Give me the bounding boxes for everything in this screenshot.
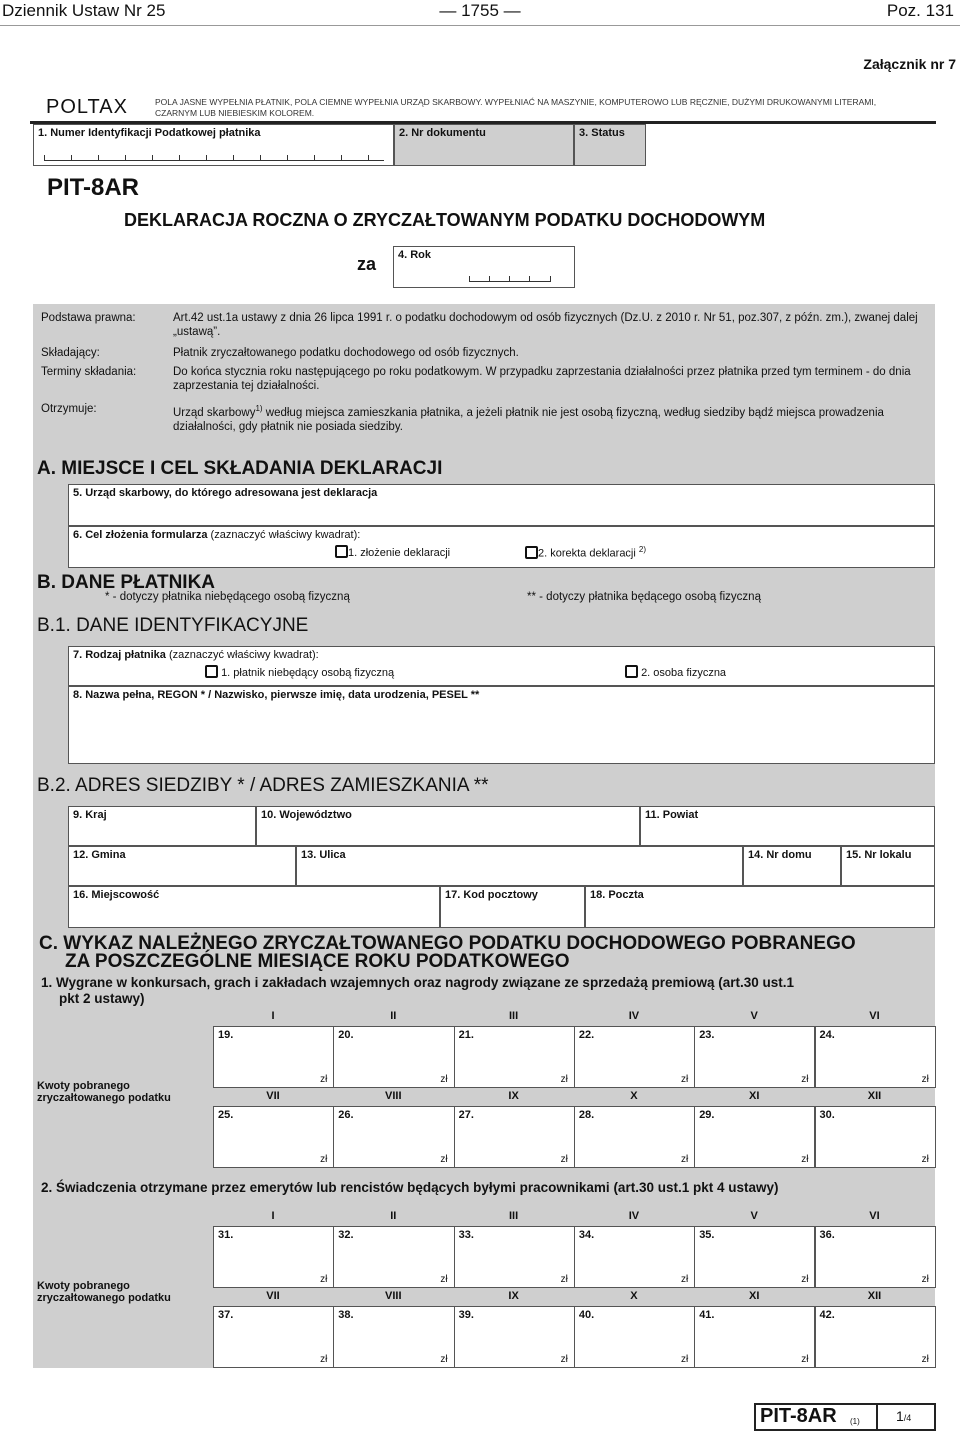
status-field: 3. Status [574,124,646,166]
poltax-logo: POLTAX [46,96,128,118]
currency-label: zł [680,1274,689,1285]
amount-cell[interactable] [333,1106,454,1168]
month-label: I [271,1210,275,1222]
field-number: 41. [699,1309,715,1321]
month-label: IV [628,1210,640,1222]
tax-office-field[interactable]: 5. Urząd skarbowy, do którego adresowana jest deklaracja [68,484,935,526]
option-legal-entity[interactable]: 1. płatnik niebędący osobą fizyczną [205,665,394,679]
currency-label: zł [560,1074,568,1085]
field-number: 31. [218,1229,234,1241]
section-a: A. MIEJSCE I CEL SKŁADANIA DEKLARACJI 5. Urząd skarbowy, do którego adresowana jest deklaracja 6. Cel złożenia formularza (zaznaczyć właściwy kwadrat): 1. złożenie deklaracji 2. korekta deklaracji $^{2)}$ [33,450,935,568]
checkbox-icon [525,546,538,559]
amount-cell[interactable] [815,1106,936,1168]
option-submission[interactable]: 1. złożenie deklaracji [335,545,450,559]
field-number: 29. [699,1109,715,1121]
month-label: IX [508,1090,519,1102]
county-field[interactable]: 11. Powiat [640,806,935,846]
postal-code-field[interactable]: 17. Kod pocztowy [440,886,585,928]
field-number: 39. [458,1309,474,1321]
month-label: X [630,1290,638,1302]
country-field[interactable]: 9. Kraj [68,806,256,846]
section-b: B. DANE PŁATNIKA * - dotyczy płatnika niebędącego osobą fizyczną ** - dotyczy płatnika będącego osobą fizyczną B.1. DANE IDENTYFIKACYJNE 7. Rodzaj płatnika (zaznaczyć właściwy kwadrat): 1. płatnik niebędący osobą fizyczną 2. osoba fizyczna 8. Nazwa pełna, REGON * / Nazwisko, pierwsze imię, data urodzenia, PESEL ** B.2. ADRES SIEDZIBY * / ADRES ZAMIESZKANIA ** 9. Kraj 10. Województwo 11. Powiat 12. Gmina 13. Ulica 14. Nr domu 15. Nr lokalu 16. Miejscowość 17. Kod pocztowy 18. Poczta [33,568,935,928]
field-number: 40. [578,1309,595,1321]
month-label: VII [266,1090,280,1102]
currency-label: zł [440,1154,448,1165]
amount-cell[interactable] [815,1306,936,1368]
amount-cell[interactable] [694,1026,815,1088]
currency-label: zł [560,1274,568,1285]
section-c: C. WYKAZ NALEŻNEGO ZRYCZAŁTOWANEGO PODATKU DOCHODOWEGO POBRANEGO ZA POSZCZEGÓLNE MIESIĄCE ROKU PODATKOWEGO 1. Wygrane w konkursach, grach i zakładach wzajemnych oraz nagrody związane ze sprzedażą premiową (art.30 ust.1 pkt 2 ustawy) Kwoty pobranego zryczałtowanego podatku I 19. zł II 20. zł III 21. zł IV 22. zł V 23. zł VI 24. zł VII 25. zł VIII 26. zł IX 27. zł X 28. zł XI 29. zł XII 30. zł 2. Świadczenia otrzymane przez emerytów lub rencistów będących byłymi pracownikami (art.30 ust.1 pkt 4 ustawy) Kwoty pobranego zryczałtowanego podatku I 31. zł II 32. zł III 33. zł IV 34. zł V 35. zł VI 36. zł VII 37. zł VIII 38. zł IX 39. zł X 40. zł XI 41. zł XII 42. zł [33,928,935,1368]
footer-badge: PIT-8AR (1) 1/4 [754,1403,936,1431]
month-label: I [271,1010,275,1022]
payer-name-field[interactable]: 8. Nazwa pełna, REGON * / Nazwisko, pierwsze imię, data urodzenia, PESEL ** [68,686,935,764]
checkbox-icon [625,665,638,678]
voivodeship-field[interactable]: 10. Województwo [256,806,640,846]
currency-label: zł [921,1354,929,1365]
amount-cell[interactable] [574,1106,695,1168]
grid-1: Kwoty pobranego zryczałtowanego podatku I 19. zł II 20. zł III 21. zł IV 22. zł V 23. zł VI 24. zł VII 25. zł VIII 26. zł IX 27. zł X 28. zł XI 29. zł XII 30. zł [33,1008,935,1168]
option-natural-person[interactable]: 2. osoba fizyczna [625,665,726,679]
field-number: 27. [458,1109,474,1121]
field-number: 35. [699,1229,715,1241]
currency-label: zł [560,1354,568,1365]
month-label: II [390,1010,397,1022]
amount-cell[interactable] [213,1106,334,1168]
amount-cell[interactable] [574,1306,695,1368]
nip-field[interactable]: 1. Numer Identyfikacji Podatkowej płatnika [33,124,394,166]
purpose-field: 6. Cel złożenia formularza (zaznaczyć właściwy kwadrat): 1. złożenie deklaracji 2. korekta deklaracji $^{2)}$ [68,526,935,568]
currency-label: zł [801,1074,809,1085]
street-field[interactable]: 13. Ulica [296,846,743,886]
currency-label: zł [801,1154,809,1165]
field-number: 20. [338,1029,354,1041]
amount-cell[interactable] [574,1026,695,1088]
amount-cell[interactable] [333,1026,454,1088]
currency-label: zł [440,1274,448,1285]
year-field[interactable]: 4. Rok [393,246,575,288]
field-number: 42. [819,1309,835,1321]
month-label: XI [748,1290,760,1302]
footer-page: 1/4 [896,1408,912,1424]
amount-cell[interactable] [694,1306,815,1368]
payer-type-field: 7. Rodzaj płatnika (zaznaczyć właściwy kwadrat): 1. płatnik niebędący osobą fizyczną 2. osoba fizyczna [68,646,935,686]
fill-instruction: POLA JASNE WYPEŁNIA PŁATNIK, POLA CIEMNE WYPEŁNIA URZĄD SKARBOWY. WYPEŁNIAĆ NA MASZYNIE, KOMPUTEROWO LUB RĘCZNIE, DUŻYMI DRUKOWANYMI LITERAMI, CZARNYM LUB NIEBIESKIM KOLOREM. [155,97,877,118]
month-label: V [750,1210,758,1222]
journal-title: Dziennik Ustaw Nr 25 [2,1,166,20]
house-number-field[interactable]: 14. Nr domu [743,846,841,886]
month-label: XII [867,1090,882,1102]
page-number: — 1755 — [439,1,521,20]
field-number: 26. [338,1109,354,1121]
currency-label: zł [440,1074,448,1085]
amount-cell[interactable] [454,1026,575,1088]
position-number: Poz. 131 [886,1,954,20]
annex-label: Załącznik nr 7 [863,56,956,72]
option-correction[interactable]: 2. korekta deklaracji $^{2)}$ [525,545,646,560]
currency-label: zł [440,1354,448,1365]
amount-cell[interactable] [815,1026,936,1088]
field-number: 37. [218,1309,234,1321]
field-number: 32. [338,1229,354,1241]
checkbox-icon [205,665,218,678]
amount-cell[interactable] [574,1226,695,1288]
currency-label: zł [320,1274,328,1285]
page-header [0,0,960,26]
currency-label: zł [320,1154,328,1165]
month-label: VIII [385,1290,402,1302]
month-label: XII [867,1290,882,1302]
month-label: V [750,1010,758,1022]
amount-cell[interactable] [213,1306,334,1368]
currency-label: zł [801,1354,809,1365]
legal-info: Podstawa prawna: Art.42 ust.1a ustawy z dnia 26 lipca 1991 r. o podatku dochodowym od osób fizycznych (Dz.U. z 2010 r. Nr 51, poz.307, z późn. zm.), zwanej dalej „ustawą”. Składający: Płatnik zryczałtowanego podatku dochodowego od osób fizycznych. Terminy składania: Do końca stycznia roku następującego po roku podatkowym. W przypadku zaprzestania działalności przez płatnika przed tym terminem - do dnia zaprzestania tej działalności. Otrzymuje: Urząd skarbowy$^{1)}$ według miejsca zamieszkania płatnika, a jeżeli płatnik nie jest osobą fizyczną, według siedziby bądź miejsca prowadzenia działalności, gdy płatnik nie posiada siedziby. [33,304,935,450]
form-title-block [33,166,935,304]
currency-label: zł [921,1154,929,1165]
currency-label: zł [560,1154,568,1165]
currency-label: zł [680,1074,689,1085]
month-label: XI [748,1090,760,1102]
currency-label: zł [320,1354,328,1365]
amount-cell[interactable] [815,1226,936,1288]
form-code: PIT-8AR [47,174,140,201]
amount-cell[interactable] [694,1106,815,1168]
month-label: IX [508,1290,519,1302]
amount-cell[interactable] [333,1226,454,1288]
currency-label: zł [921,1074,929,1085]
amount-cell[interactable] [454,1106,575,1168]
month-label: III [509,1010,519,1022]
amount-cell[interactable] [454,1306,575,1368]
field-number: 25. [218,1109,234,1121]
field-number: 23. [699,1029,715,1041]
month-label: VIII [385,1090,402,1102]
amount-cell[interactable] [333,1306,454,1368]
month-label: III [509,1210,519,1222]
field-number: 28. [578,1109,595,1121]
month-label: VI [869,1210,880,1222]
month-label: II [390,1210,397,1222]
document-number-field: 2. Nr dokumentu [394,124,574,166]
currency-label: zł [320,1074,328,1085]
month-label: IV [628,1010,640,1022]
apartment-number-field[interactable]: 15. Nr lokalu [841,846,935,886]
field-number: 19. [218,1029,234,1041]
commune-field[interactable]: 12. Gmina [68,846,296,886]
amount-cell[interactable] [213,1226,334,1288]
currency-label: zł [680,1354,689,1365]
checkbox-icon [335,545,348,558]
footer-form-code: PIT-8AR [760,1405,837,1427]
field-number: 36. [819,1229,835,1241]
field-number: 30. [819,1109,835,1121]
amount-cell[interactable] [454,1226,575,1288]
field-number: 21. [458,1029,474,1041]
grid-2: Kwoty pobranego zryczałtowanego podatku I 31. zł II 32. zł III 33. zł IV 34. zł V 35. zł VI 36. zł VII 37. zł VIII 38. zł IX 39. zł X 40. zł XI 41. zł XII 42. zł [33,1208,935,1368]
month-label: VII [266,1290,280,1302]
currency-label: zł [801,1274,809,1285]
form-title: DEKLARACJA ROCZNA O ZRYCZAŁTOWANYM PODATKU DOCHODOWYM [124,210,766,230]
currency-label: zł [921,1274,929,1285]
post-office-field[interactable]: 18. Poczta [585,886,935,928]
field-number: 22. [578,1029,595,1041]
month-label: X [630,1090,638,1102]
field-number: 34. [578,1229,595,1241]
field-number: 24. [819,1029,835,1041]
month-label: VI [869,1010,880,1022]
amount-cell[interactable] [213,1026,334,1088]
za-label: za [357,254,377,274]
field-number: 33. [458,1229,474,1241]
field-number: 38. [338,1309,354,1321]
city-field[interactable]: 16. Miejscowość [68,886,440,928]
amount-cell[interactable] [694,1226,815,1288]
currency-label: zł [680,1154,689,1165]
